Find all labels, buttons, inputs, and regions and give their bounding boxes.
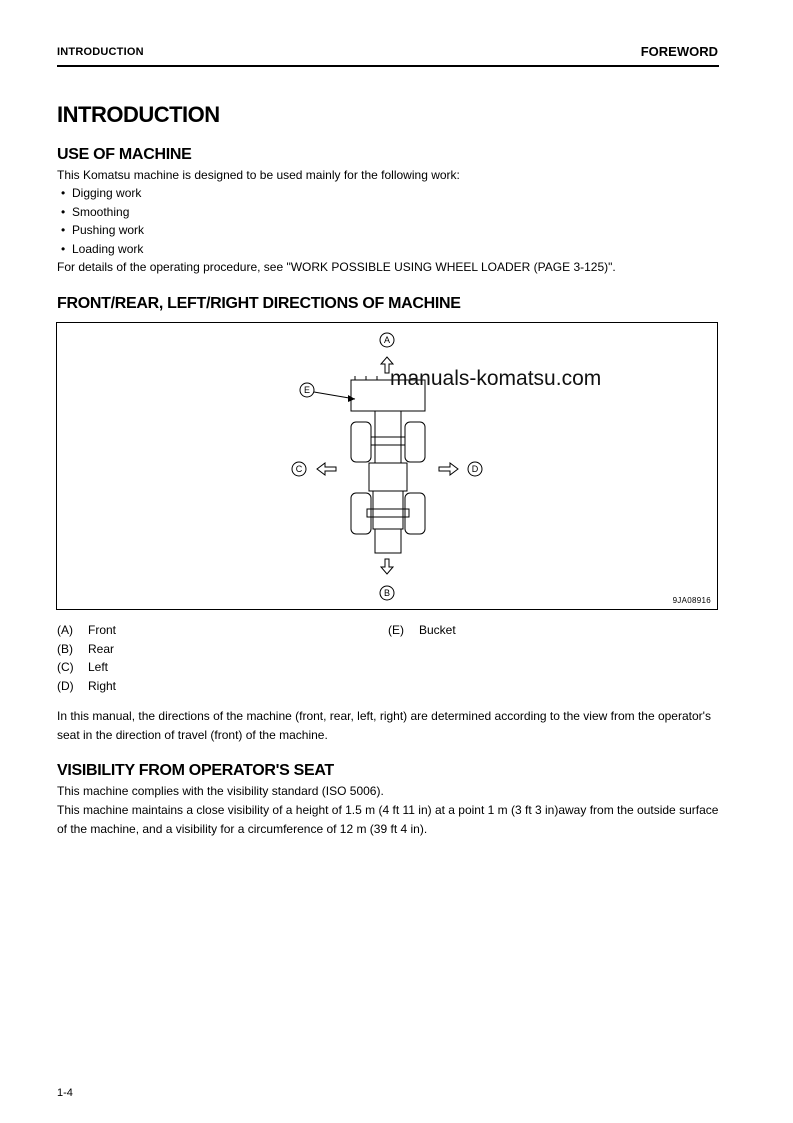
bullet-icon: • — [61, 241, 66, 256]
right-arrow-icon — [439, 463, 458, 475]
machine-directions-figure — [56, 322, 718, 610]
list-item: • Smoothing — [57, 203, 144, 222]
visibility-heading: VISIBILITY FROM OPERATOR'S SEAT — [57, 762, 334, 779]
list-item: (C) Left — [57, 660, 109, 675]
list-item: • Pushing work — [57, 221, 144, 240]
list-item: • Loading work — [57, 240, 144, 259]
wheel-loader-diagram — [57, 323, 719, 611]
header-chapter-label: FOREWORD — [640, 44, 718, 59]
page-number: 1-4 — [57, 1087, 73, 1099]
marker-d-label: D — [471, 464, 479, 474]
bullet-icon: • — [61, 186, 66, 200]
bullet-icon: • — [61, 204, 66, 219]
rear-right-tire — [405, 493, 425, 534]
list-item: (A) Front — [57, 623, 117, 637]
front-left-tire — [351, 422, 371, 462]
marker-a-label: A — [383, 335, 391, 345]
directions-paragraph: In this manual, the directions of the machine (front, rear, left, right) are determined according to the view from the operator's seat in the direction of travel (front) of the machine. — [57, 709, 711, 742]
header-section-label: INTRODUCTION — [57, 46, 144, 58]
marker-e-label: E — [303, 385, 311, 395]
marker-b-label: B — [383, 588, 391, 598]
figure-code: 9JA08916 — [672, 596, 711, 605]
bullet-icon: • — [61, 223, 66, 238]
use-of-machine-intro: This Komatsu machine is designed to be used mainly for the following work: — [57, 168, 460, 182]
left-arrow-icon — [317, 463, 336, 475]
list-item: (B) Rear — [57, 641, 115, 656]
front-right-tire — [405, 422, 425, 462]
use-of-machine-heading: USE OF MACHINE — [57, 146, 192, 163]
list-item: (D) Right — [57, 679, 117, 694]
list-item: • Digging work — [57, 184, 144, 203]
work-list — [57, 184, 144, 258]
marker-c-label: C — [295, 464, 303, 474]
page-title: INTRODUCTION — [57, 102, 220, 127]
rear-left-tire — [351, 493, 371, 534]
visibility-standard-line: This machine complies with the visibility standard (ISO 5006). — [57, 784, 384, 798]
header-rule — [57, 65, 719, 67]
operating-procedure-reference: For details of the operating procedure, see "WORK POSSIBLE USING WHEEL LOADER (PAGE 3-125)". — [57, 260, 616, 274]
visibility-description: This machine maintains a close visibility of a height of 1.5 m (4 ft 11 in) at a point 1 m (3 ft 3 in)away from the outside surface of the machine, and a visibility for a circumference of 12 m (39 ft 4 in). — [57, 803, 719, 836]
list-item: (E) Bucket — [388, 623, 456, 637]
legend-right — [388, 621, 588, 640]
rear-arrow-icon — [381, 559, 393, 574]
directions-heading: FRONT/REAR, LEFT/RIGHT DIRECTIONS OF MACHINE — [57, 295, 461, 312]
watermark-text: manuals-komatsu.com — [390, 367, 602, 390]
legend-left — [57, 621, 337, 696]
